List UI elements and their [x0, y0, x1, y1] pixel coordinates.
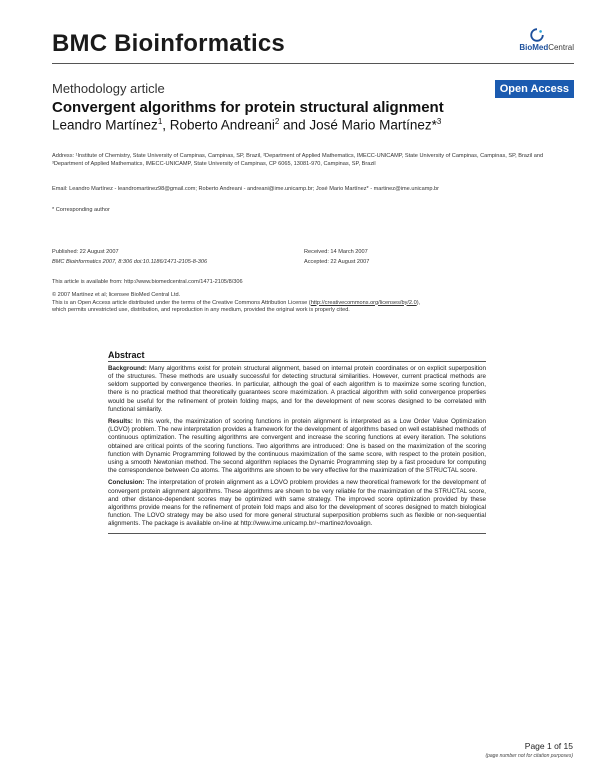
- published-date: Published: 22 August 2007: [52, 249, 119, 255]
- biomed-central-logo: [484, 30, 574, 62]
- page-number-note: (page number not for citation purposes): [485, 753, 573, 759]
- abstract-heading: Abstract: [108, 350, 145, 360]
- license-terms-line: which permits unrestricted use, distribution, and reproduction in any medium, provided the original work is properly cited.: [52, 307, 350, 314]
- author-list: Leandro Martínez$^1$, Roberto Andreani$^2$ and José Mario Martínez*$^3$: [52, 117, 442, 133]
- journal-title: BMC Bioinformatics: [52, 30, 285, 57]
- received-date: Received: 14 March 2007: [304, 249, 368, 255]
- abstract-divider: [108, 361, 486, 362]
- copyright-line: © 2007 Martínez et al; licensee BioMed Central Ltd.: [52, 292, 181, 298]
- open-access-badge: Open Access: [495, 80, 574, 98]
- article-type: Methodology article: [52, 81, 165, 96]
- journal-header: [52, 30, 574, 62]
- abstract-background: Background: Many algorithms exist for protein structural alignment, based on internal protein coordinates or on explicit superposition of the structures. These methods are usually successful for detecting structural similarities. However, current practical methods are seldom supported by convergence theories. In particular, although the goal of each algorithm is to maximize some scoring function, there is no practical method that theoretically guarantees score maximization. A practical algorithm with solid convergence properties would be useful for the refinement of protein folding maps, and for the development of new scores designed to be correlated with functional similarity.: [108, 364, 486, 413]
- author-emails: Email: Leandro Martínez - leandromartinez98@gmail.com; Roberto Andreani - andreani@ime.unicamp.br; José Mario Martínez* - martinez@ime.unicamp.br: [52, 186, 440, 192]
- copyright-notice: [52, 292, 572, 315]
- citation: BMC Bioinformatics 2007, 8:306 doi:10.1186/1471-2105-8-306: [52, 258, 208, 265]
- license-link[interactable]: http://creativecommons.org/licenses/by/2.0: [310, 299, 417, 306]
- author-address: Address: ¹Institute of Chemistry, State University of Campinas, Campinas, SP, Brazil, ²Department of Applied Mathematics, IMECC-UNICAMP, State University of Campinas, Campinas, SP, Brazil and ³Department of Applied Mathematics, IMECC-UNICAMP, State University of Campinas, CP 6065, 13081-970, Campinas, SP, Brazil: [52, 153, 544, 167]
- article-title: Convergent algorithms for protein structural alignment: [52, 99, 444, 116]
- abstract-bottom-divider: [108, 533, 486, 534]
- page-number: Page 1 of 15: [524, 741, 573, 751]
- abstract-section: [108, 350, 486, 533]
- article-url: This article is available from: http://www.biomedcentral.com/1471-2105/8/306: [52, 279, 243, 285]
- abstract-results: Results: In this work, the maximization of scoring functions in protein alignment is interpreted as a Low Order Value Optimization (LOVO) problem. The new interpretation provides a framework for the development of algorithms based on well established methods of continuous optimization. The resulting algorithms are convergent and increase the scoring functions at every iteration. The solutions obtained are critical points of the scoring functions. Two algorithms are introduced: One is based on the maximization of the scoring function with Dynamic Programming followed by the continuous maximization of the same score, with respect to the protein position, using a smooth Newtonian method. The second algorithm replaces the Dynamic Programming step by a fast procedure for computing the correspondence between Cα atoms. The algorithms are shown to be very effective for the maximization of the STRUCTAL score.: [108, 418, 486, 475]
- biomed-central-logo-icon: [530, 28, 544, 42]
- page-footer: [485, 741, 573, 759]
- logo-wordmark: BioMedCentral: [519, 43, 574, 52]
- header-divider: [52, 63, 574, 64]
- abstract-conclusion: Conclusion: The interpretation of protein alignment as a LOVO problem provides a new theoretical framework for the development of convergent protein alignment algorithms. These algorithms are shown to be very reliable for the maximization of the STRUCTAL score, and other distance-dependent scores may be optimized with same strategy. The improved score optimization provided by these algorithms provide means for the refinement of protein fold maps and also for the development of scores designed to match biological function. The LOVO strategy may be also used for more general structural superposition problems such as flexible or non-sequential alignments. The package is available on-line at http://www.ime.unicamp.br/~martinez/lovoalign.: [108, 479, 486, 528]
- license-line: This is an Open Access article distributed under the terms of the Creative Commons Attribution License (http://creativecommons.org/licenses/by/2.0),: [52, 299, 421, 306]
- accepted-date: Accepted: 22 August 2007: [304, 258, 370, 265]
- corresponding-author-note: * Corresponding author: [52, 207, 110, 213]
